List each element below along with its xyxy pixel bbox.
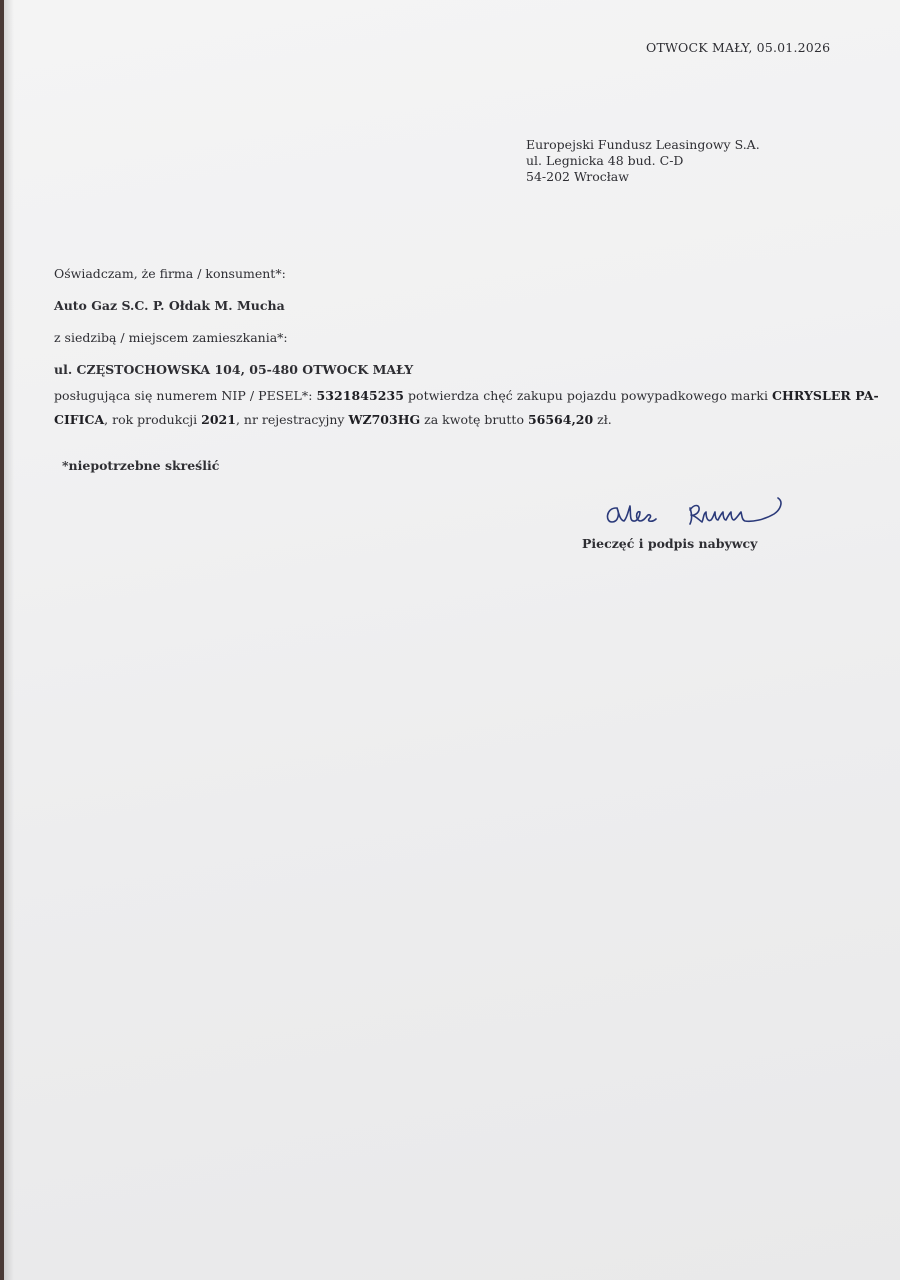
gross-amount: 56564,20 (527, 412, 594, 427)
production-year: 2021 (201, 412, 236, 427)
statement-line-2 (54, 412, 612, 427)
vehicle-make-part2: CIFICA (54, 412, 105, 427)
statement-text: potwierdza chęć zakupu pojazdu powypadkowego marki (403, 388, 773, 403)
registration-plate: WZ703HG (348, 412, 421, 427)
statement-text: , rok produkcji (104, 412, 202, 427)
statement-text: , nr rejestracyjny (235, 412, 349, 427)
recipient-street: ul. Legnicka 48 bud. C-D (526, 153, 684, 168)
vehicle-make-part1: CHRYSLER PA- (772, 388, 879, 403)
nip-value: 5321845235 (316, 388, 404, 403)
statement-text: posługująca się numerem NIP / PESEL*: (54, 388, 317, 403)
firm-address: ul. CZĘSTOCHOWSKA 104, 05-480 OTWOCK MAŁY (54, 362, 414, 377)
place-and-date: OTWOCK MAŁY, 05.01.2026 (646, 40, 831, 55)
declaration-line: Oświadczam, że firma / konsument*: (54, 266, 286, 281)
seat-label: z siedzibą / miejscem zamieszkania*: (54, 330, 288, 345)
recipient-name: Europejski Fundusz Leasingowy S.A. (526, 137, 760, 152)
document-page (4, 0, 900, 1280)
statement-text: za kwotę brutto (420, 412, 528, 427)
footnote: *niepotrzebne skreślić (62, 458, 220, 473)
statement-text: zł. (593, 412, 612, 427)
firm-name: Auto Gaz S.C. P. Ołdak M. Mucha (54, 298, 285, 313)
signature-label: Pieczęć i podpis nabywcy (582, 536, 758, 551)
statement-line-1 (54, 388, 879, 403)
recipient-city: 54-202 Wrocław (526, 169, 629, 184)
handwritten-signature (602, 490, 792, 534)
page-edge-shadow (4, 0, 14, 1280)
